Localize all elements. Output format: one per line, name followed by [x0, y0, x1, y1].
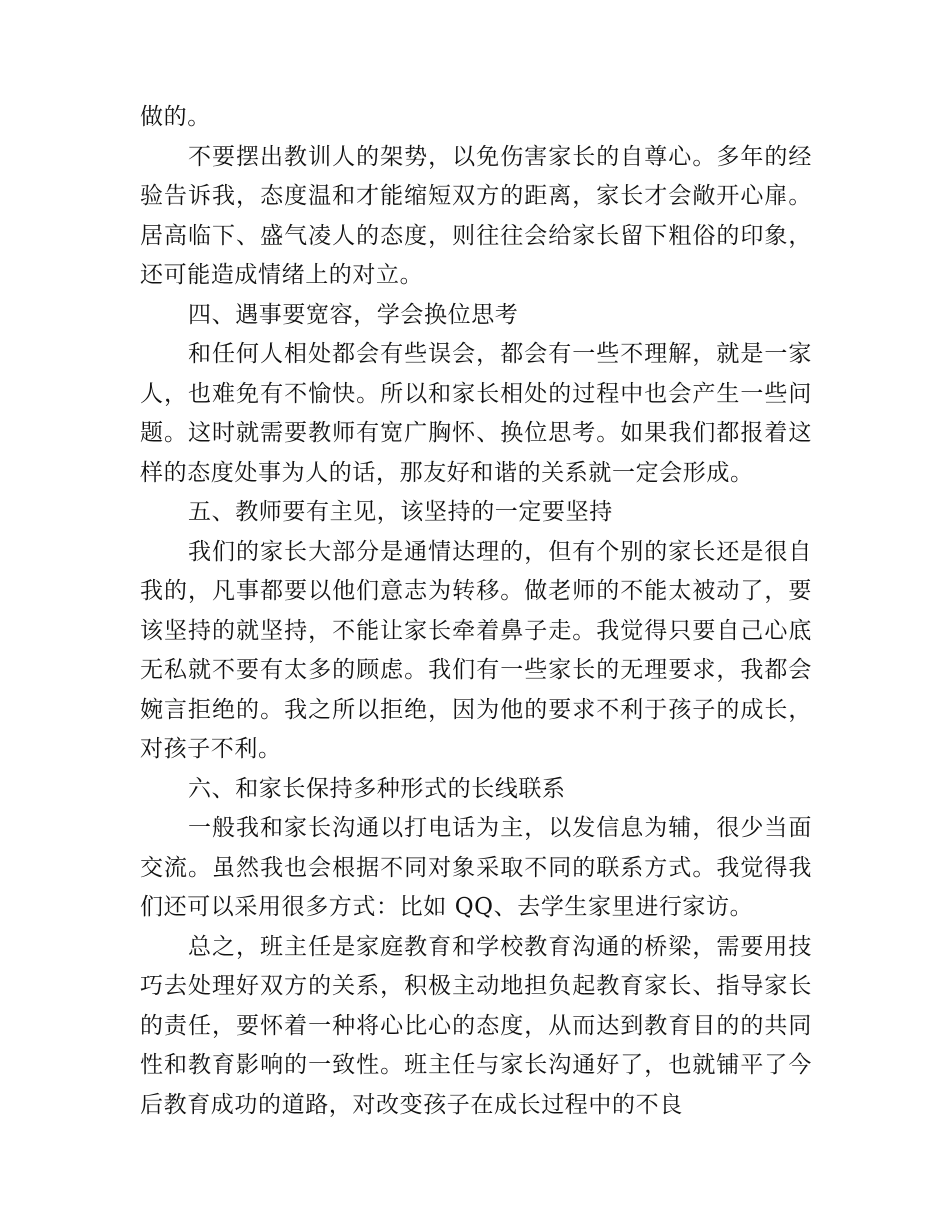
paragraph-attitude: 不要摆出教训人的架势，以免伤害家长的自尊心。多年的经验告诉我，态度温和才能缩短双方的距离，家长才会敞开心扉。居高临下、盛气凌人的态度，则往往会给家长留下粗俗的印象，还可能造成情绪上的对立。: [140, 143, 812, 288]
paragraph-persistence: 我们的家长大部分是通情达理的，但有个别的家长还是很自我的，凡事都要以他们意志为转移。做老师的不能太被动了，要该坚持的就坚持，不能让家长牵着鼻子走。我觉得只要自己心底无私就不要有太多的顾虑。我们有一些家长的无理要求，我都会婉言拒绝的。我之所以拒绝，因为他的要求不利于孩子的成长，对孩子不利。: [140, 538, 812, 762]
document-body: [140, 98, 812, 1125]
paragraph-continuation: 做的。: [140, 104, 211, 130]
paragraph-tolerance: 和任何人相处都会有些误会，都会有一些不理解，就是一家人，也难免有不愉快。所以和家长相处的过程中也会产生一些问题。这时就需要教师有宽广胸怀、换位思考。如果我们都报着这样的态度处事为人的话，那友好和谐的关系就一定会形成。: [140, 341, 812, 486]
section-heading-six: 六、和家长保持多种形式的长线联系: [188, 775, 566, 802]
paragraph-summary: 总之，班主任是家庭教育和学校教育沟通的桥梁，需要用技巧去处理好双方的关系，积极主动地担负起教育家长、指导家长的责任，要怀着一种将心比心的态度，从而达到教育目的的共同性和教育影响的一致性。班主任与家长沟通好了，也就铺平了今后教育成功的道路，对改变孩子在成长过程中的不良: [140, 933, 812, 1118]
paragraph-contact: 一般我和家长沟通以打电话为主，以发信息为辅，很少当面交流。虽然我也会根据不同对象采取不同的联系方式。我觉得我们还可以采用很多方式：比如 QQ、去学生家里进行家访。: [140, 815, 812, 920]
section-heading-five: 五、教师要有主见，该坚持的一定要坚持: [188, 499, 613, 525]
section-heading-four: 四、遇事要宽容，学会换位思考: [188, 301, 519, 328]
